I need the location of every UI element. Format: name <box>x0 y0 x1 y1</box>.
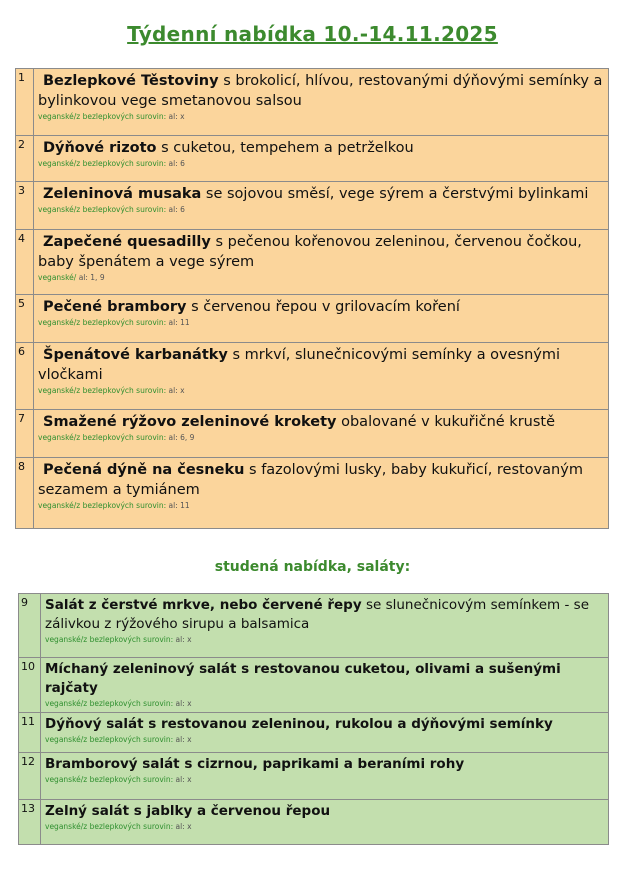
allergen-codes: al: 1, 9 <box>78 273 105 282</box>
allergen-info <box>38 318 604 328</box>
dish-details: s fazolovými lusky, baby kukuřicí, restovaným sezamem a tymiánem <box>38 462 583 498</box>
diet-tag: veganské/z bezlepkových surovin: <box>38 205 167 214</box>
dish-name: Pečená dýně na česneku <box>43 462 245 478</box>
dish-name: Míchaný zeleninový salát s restovanou cuketou, olivami a sušenými rajčaty <box>45 661 561 696</box>
item-description <box>34 136 609 182</box>
item-description <box>34 410 609 458</box>
dish-details: s mrkví, slunečnicovými semínky a ovesnými vločkami <box>38 347 561 383</box>
menu-item-row <box>16 136 609 182</box>
menu-item-row <box>19 594 609 658</box>
menu-item-row <box>19 753 609 800</box>
hot-menu-table <box>15 68 609 529</box>
item-number: 10 <box>19 658 41 713</box>
menu-item-row <box>16 343 609 410</box>
dish-name: Dýňový salát s restovanou zeleninou, rukolou a dýňovými semínky <box>45 716 553 732</box>
dish-name: Bramborový salát s cizrnou, paprikami a beraními rohy <box>45 756 465 772</box>
item-description <box>34 69 609 136</box>
cold-menu-table <box>18 593 609 845</box>
dish-name: Zapečené quesadilly <box>43 234 211 250</box>
item-number: 11 <box>19 713 41 753</box>
menu-item-row <box>16 182 609 230</box>
allergen-codes: al: 11 <box>168 501 190 510</box>
dish-name: Salát z čerstvé mrkve, nebo červené řepy <box>45 597 362 613</box>
dish-details: obalované v kukuřičné krustě <box>336 414 556 430</box>
allergen-info <box>45 635 604 645</box>
allergen-info <box>38 159 604 169</box>
page-title: Týdenní nabídka 10.-14.11.2025 <box>127 22 498 46</box>
allergen-codes: al: x <box>168 386 185 395</box>
dish-details: se sojovou směsí, vege sýrem a čerstvými bylinkami <box>201 186 589 202</box>
allergen-codes: al: x <box>175 635 192 644</box>
item-description <box>41 753 609 800</box>
dish-details: s červenou řepou v grilovacím koření <box>186 299 460 315</box>
diet-tag: veganské/z bezlepkových surovin: <box>38 386 167 395</box>
item-number: 1 <box>16 69 34 136</box>
diet-tag: veganské/z bezlepkových surovin: <box>45 822 174 831</box>
dish-name: Pečené brambory <box>43 299 187 315</box>
menu-item-row <box>16 295 609 343</box>
allergen-info <box>38 273 604 283</box>
item-number: 3 <box>16 182 34 230</box>
menu-item-row <box>16 69 609 136</box>
allergen-codes: al: x <box>175 775 192 784</box>
item-number: 9 <box>19 594 41 658</box>
menu-item-row <box>19 800 609 845</box>
dish-details: s cuketou, tempehem a petrželkou <box>156 140 414 156</box>
item-number: 5 <box>16 295 34 343</box>
cold-section-title: studená nabídka, saláty: <box>214 559 411 575</box>
menu-item-row <box>19 713 609 753</box>
diet-tag: veganské/ <box>38 273 77 282</box>
allergen-codes: al: x <box>175 735 192 744</box>
allergen-info <box>45 735 604 745</box>
item-description <box>41 800 609 845</box>
diet-tag: veganské/z bezlepkových surovin: <box>38 433 167 442</box>
allergen-codes: al: x <box>168 112 185 121</box>
dish-details: s brokolicí, hlívou, restovanými dýňovými semínky a bylinkovou vege smetanovou salsou <box>38 73 603 109</box>
diet-tag: veganské/z bezlepkových surovin: <box>45 699 174 708</box>
dish-name: Bezlepkové Těstoviny <box>43 73 219 89</box>
item-number: 2 <box>16 136 34 182</box>
item-description <box>41 658 609 713</box>
allergen-codes: al: 11 <box>168 318 190 327</box>
dish-details: se slunečnicovým semínkem - se zálivkou z rýžového sirupu a balsamica <box>45 597 589 632</box>
menu-item-row <box>16 230 609 295</box>
allergen-info <box>45 699 604 709</box>
menu-item-row <box>16 410 609 458</box>
diet-tag: veganské/z bezlepkových surovin: <box>45 775 174 784</box>
item-description <box>41 713 609 753</box>
item-number: 6 <box>16 343 34 410</box>
allergen-info <box>38 205 604 215</box>
item-number: 13 <box>19 800 41 845</box>
allergen-info <box>45 822 604 832</box>
allergen-codes: al: x <box>175 822 192 831</box>
allergen-codes: al: 6 <box>168 205 185 214</box>
dish-details: s pečenou kořenovou zeleninou, červenou čočkou, baby špenátem a vege sýrem <box>38 234 582 270</box>
allergen-info <box>38 386 604 396</box>
dish-name: Smažené rýžovo zeleninové krokety <box>43 414 337 430</box>
item-description <box>34 230 609 295</box>
diet-tag: veganské/z bezlepkových surovin: <box>38 159 167 168</box>
item-description <box>41 594 609 658</box>
item-number: 12 <box>19 753 41 800</box>
item-description <box>34 182 609 230</box>
item-number: 4 <box>16 230 34 295</box>
item-description <box>34 295 609 343</box>
allergen-codes: al: 6 <box>168 159 185 168</box>
diet-tag: veganské/z bezlepkových surovin: <box>45 735 174 744</box>
dish-name: Zelný salát s jablky a červenou řepou <box>45 803 331 819</box>
dish-name: Zeleninová musaka <box>43 186 202 202</box>
diet-tag: veganské/z bezlepkových surovin: <box>45 635 174 644</box>
menu-item-row <box>16 458 609 529</box>
allergen-info <box>45 775 604 785</box>
item-description <box>34 458 609 529</box>
allergen-codes: al: 6, 9 <box>168 433 195 442</box>
diet-tag: veganské/z bezlepkových surovin: <box>38 112 167 121</box>
allergen-info <box>38 112 604 122</box>
allergen-info <box>38 433 604 443</box>
dish-name: Špenátové karbanátky <box>43 347 228 363</box>
allergen-info <box>38 501 604 511</box>
diet-tag: veganské/z bezlepkových surovin: <box>38 501 167 510</box>
item-description <box>34 343 609 410</box>
item-number: 8 <box>16 458 34 529</box>
menu-item-row <box>19 658 609 713</box>
allergen-codes: al: x <box>175 699 192 708</box>
diet-tag: veganské/z bezlepkových surovin: <box>38 318 167 327</box>
dish-name: Dýňové rizoto <box>43 140 157 156</box>
item-number: 7 <box>16 410 34 458</box>
